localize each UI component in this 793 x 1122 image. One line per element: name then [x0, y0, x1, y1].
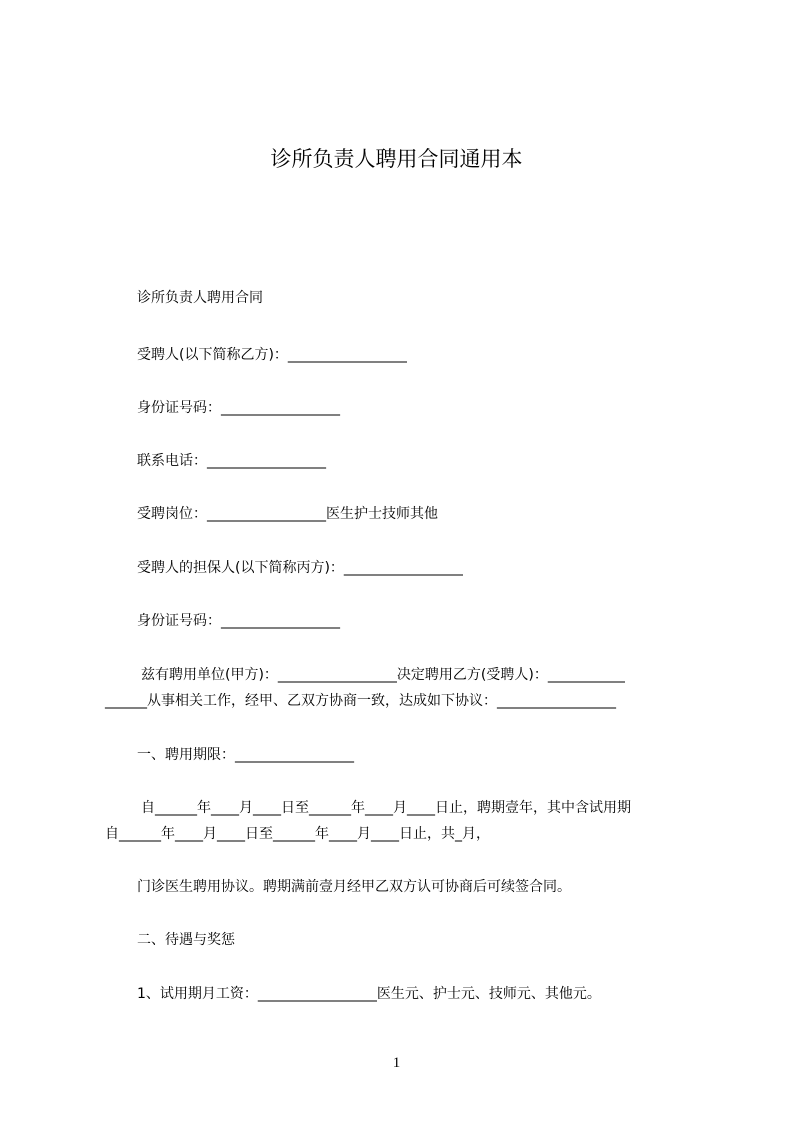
paragraph-term-line1: 自______年____月____日至______年____月____日止，聘期壹年，其中含试用期: [141, 800, 631, 816]
page-number: 1: [392, 1055, 401, 1071]
paragraph-guarantor-id: 身份证号码：_________________: [137, 613, 340, 629]
paragraph-employer-line1: 兹有聘用单位(甲方)：_________________决定聘用乙方(受聘人)：___________: [141, 667, 625, 683]
paragraph-renewal: 门诊医生聘用协议。聘期满前壹月经甲乙双方认可协商后可续签合同。: [137, 879, 571, 895]
paragraph-term-line2: 自______年____月____日至______年____月____日止，共_月，: [105, 826, 490, 842]
paragraph-phone: 联系电话：_________________: [137, 453, 326, 469]
paragraph-id-number: 身份证号码：_________________: [137, 400, 340, 416]
paragraph-employer-line2: ______从事相关工作，经甲、乙双方协商一致，达成如下协议：_________________: [105, 693, 616, 709]
paragraph-employee: 受聘人(以下简称乙方)：_________________: [137, 347, 407, 363]
document-title: 诊所负责人聘用合同通用本: [270, 147, 523, 171]
paragraph-position: 受聘岗位：_________________医生护士技师其他: [137, 506, 438, 522]
paragraph-guarantor: 受聘人的担保人(以下简称丙方)：_________________: [137, 560, 463, 576]
paragraph-contract-name: 诊所负责人聘用合同: [137, 290, 263, 306]
section-heading-pay: 二、待遇与奖惩: [137, 932, 235, 948]
paragraph-probation-salary: 1、试用期月工资：_________________医生元、护士元、技师元、其他元。: [137, 986, 601, 1002]
section-heading-term: 一、聘用期限：_________________: [137, 747, 354, 763]
